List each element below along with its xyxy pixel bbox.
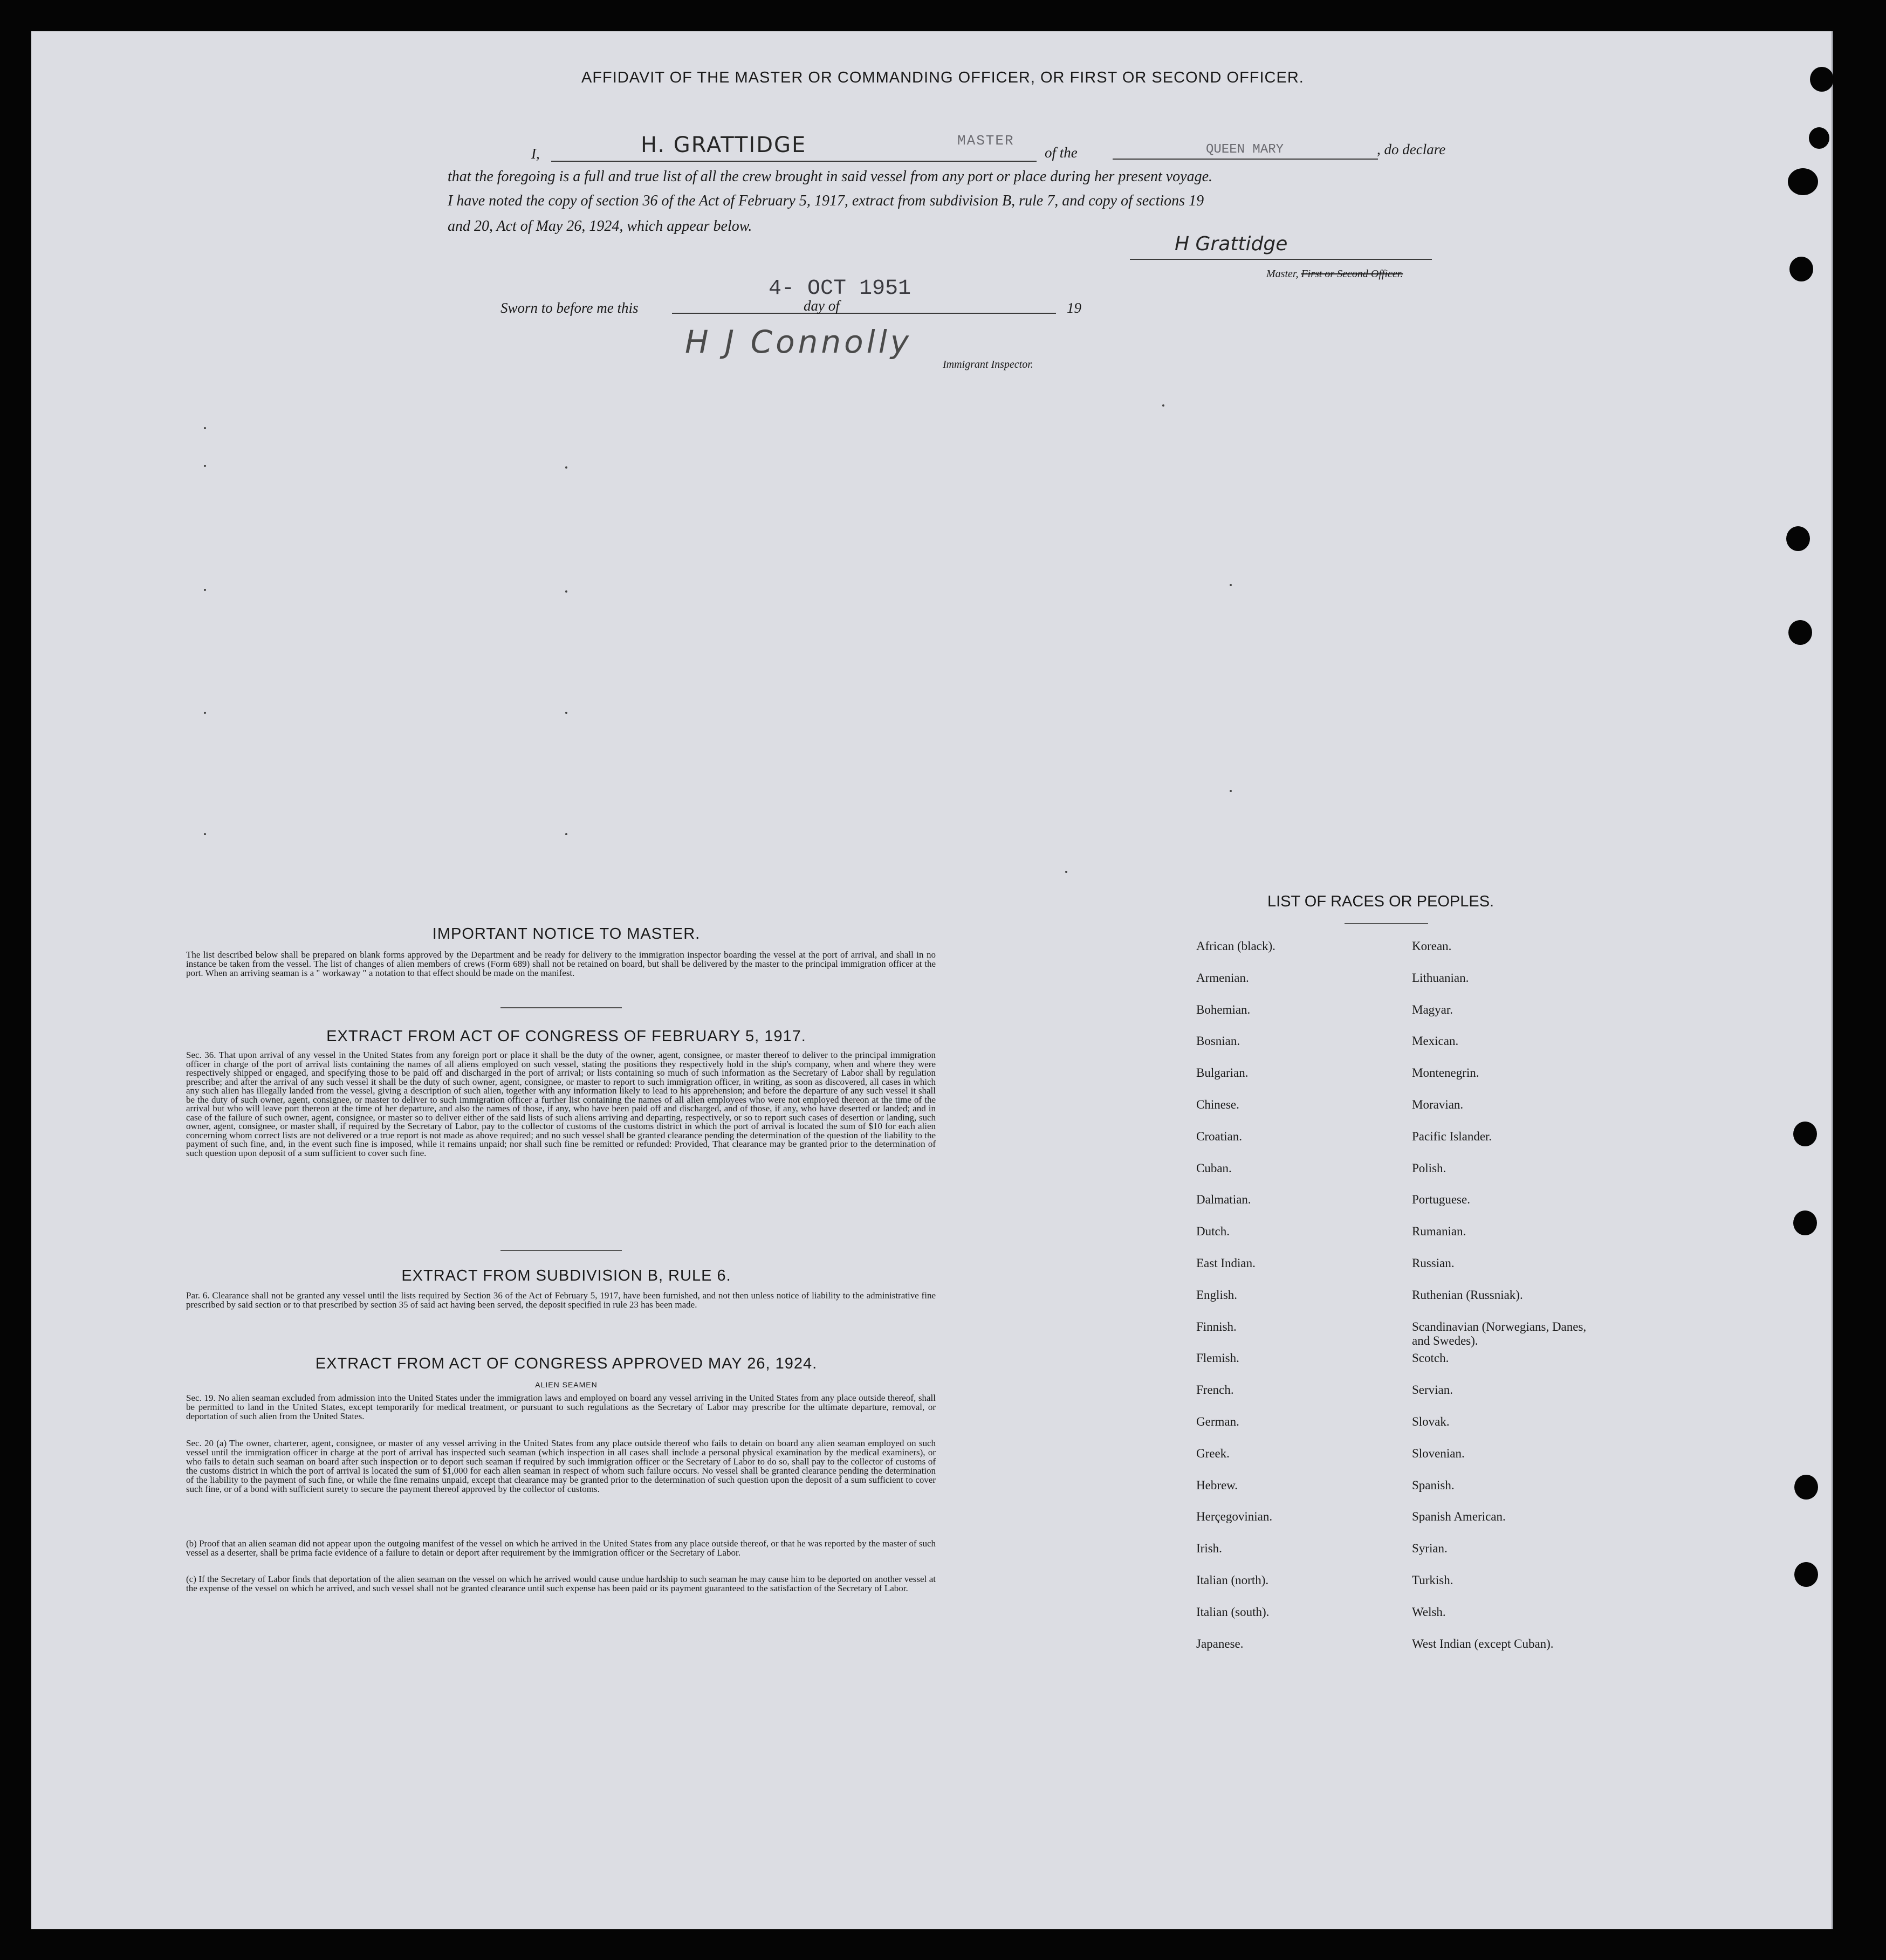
- form-dot: [565, 833, 567, 835]
- race-item: Bulgarian.: [1196, 1066, 1249, 1080]
- punch-hole: [1788, 620, 1812, 645]
- race-item: English.: [1196, 1288, 1238, 1302]
- race-item: Spanish American.: [1412, 1510, 1506, 1524]
- races-heading: LIST OF RACES OR PEOPLES.: [1267, 893, 1494, 910]
- race-item: Pacific Islander.: [1412, 1129, 1492, 1143]
- race-item: Scotch.: [1412, 1351, 1449, 1365]
- prefix-i: I,: [531, 146, 540, 162]
- form-dot: [1230, 584, 1232, 586]
- race-item: Scandinavian (Norwegians, Danes, and Swedes).: [1412, 1319, 1587, 1347]
- sec20a-body: Sec. 20 (a) The owner, charterer, agent, consignee, or master of any vessel arriving in the United States from any place outside thereof who fails to detain on board any alien seaman employed on such vessel until the immigration officer in charge at the port of arrival has inspected such seaman (which inspection in all cases shall include a personal physical examination by the medical examiners), or who fails to detain such seaman on board after such inspection or to deport such seaman if required by such immigration officer or the Secretary of Labor to do so, shall pay to the collector of customs of the customs district in which the port of arrival is located the sum of $1,000 for each alien seaman in respect of whom such failure occurs. No vessel shall be granted clearance pending the determination of the liability to the payment of such fine, or while the fine remains unpaid, except that clearance may be granted prior to the determination of such question upon the deposit of a sum sufficient to cover such fine, or of a bond with sufficient surety to secure the payment thereof approved by the collector of customs.: [186, 1438, 936, 1494]
- race-item: Mexican.: [1412, 1034, 1459, 1048]
- race-item: Bohemian.: [1196, 1002, 1251, 1016]
- affidavit-line-2: that the foregoing is a full and true list of all the crew brought in said vessel from any port or place during her present voyage.: [448, 168, 1213, 185]
- divider: [1345, 923, 1428, 924]
- rule6-heading: EXTRACT FROM SUBDIVISION B, RULE 6.: [401, 1267, 731, 1284]
- punch-hole: [1793, 1122, 1817, 1146]
- master-signature-line: [1130, 259, 1432, 260]
- race-item: Syrian.: [1412, 1542, 1448, 1556]
- punch-hole: [1793, 1211, 1817, 1235]
- punch-hole: [1786, 526, 1810, 551]
- race-item: Servian.: [1412, 1383, 1453, 1397]
- punch-hole: [1788, 168, 1818, 195]
- affidavit-title: AFFIDAVIT OF THE MASTER OR COMMANDING OFFICER, OR FIRST OR SECOND OFFICER.: [581, 69, 1304, 86]
- race-item: Italian (south).: [1196, 1605, 1270, 1619]
- punch-hole: [1789, 257, 1813, 281]
- notice-heading: IMPORTANT NOTICE TO MASTER.: [432, 925, 701, 943]
- race-item: Japanese.: [1196, 1636, 1244, 1650]
- sec20b-body: (b) Proof that an alien seaman did not appear upon the outgoing manifest of the vessel on which he arrived in the United States from any place outside thereof, or that he was reported by the master of such vessel as a deserter, shall be prima facie evidence of a failure to detain or deport after requirement by the immigration officer or the Secretary of Labor.: [186, 1538, 936, 1558]
- race-item: Cuban.: [1196, 1161, 1232, 1175]
- race-item: Montenegrin.: [1412, 1066, 1479, 1080]
- date-stamp: 4- OCT 1951: [769, 277, 911, 301]
- day-of-label: day of: [804, 298, 840, 314]
- master-name-line: [551, 161, 1037, 162]
- struck-officer-label: First or Second Officer.: [1301, 268, 1403, 280]
- race-item: Rumanian.: [1412, 1225, 1466, 1239]
- punch-hole: [1794, 1475, 1818, 1500]
- race-item: French.: [1196, 1383, 1234, 1397]
- race-item: Chinese.: [1196, 1098, 1239, 1111]
- race-item: German.: [1196, 1415, 1239, 1428]
- rank-stamp: MASTER: [957, 133, 1014, 149]
- punch-hole: [1810, 67, 1834, 92]
- sec19-body: Sec. 19. No alien seaman excluded from admission into the United States under the immigration laws and employed on board any vessel arriving in the United States from any place outside thereof, shall be permitted to land in the United States, except temporarily for medical treatment, or pursuant to such regulations as the Secretary of Labor may prescribe for the ultimate departure, removal, or deportation of such alien from the United States.: [186, 1393, 936, 1421]
- master-name: H. GRATTIDGE: [641, 133, 807, 157]
- sec20c-body: (c) If the Secretary of Labor finds that deportation of the alien seaman on the vessel on which he arrived would cause undue hardship to such seaman he may cause him to be deported on another vessel at the expense of the vessel on which he arrived, and such vessel shall not be granted clearance until such expense has been paid or its payment guaranteed to the satisfaction of the Secretary of Labor.: [186, 1574, 936, 1593]
- inspector-caption: Immigrant Inspector.: [943, 359, 1033, 370]
- punch-hole: [1809, 127, 1829, 149]
- form-dot: [204, 465, 206, 467]
- race-item: Flemish.: [1196, 1351, 1239, 1365]
- race-item: Ruthenian (Russniak).: [1412, 1288, 1523, 1302]
- race-item: Hebrew.: [1196, 1478, 1238, 1492]
- race-item: Russian.: [1412, 1256, 1455, 1270]
- race-item: Slovak.: [1412, 1415, 1450, 1428]
- inspector-signature: H J Connolly: [685, 324, 913, 360]
- race-item: East Indian.: [1196, 1256, 1256, 1270]
- race-item: West Indian (except Cuban).: [1412, 1636, 1554, 1650]
- form-dot: [204, 833, 206, 835]
- form-dot: [565, 712, 567, 714]
- form-dot: [204, 427, 206, 429]
- race-item: African (black).: [1196, 939, 1275, 953]
- race-item: Magyar.: [1412, 1002, 1453, 1016]
- master-signature: H Grattidge: [1175, 233, 1288, 255]
- divider: [500, 1250, 622, 1251]
- master-caption-label: Master,: [1266, 268, 1299, 280]
- race-item: Irish.: [1196, 1542, 1222, 1556]
- affidavit-line-3: I have noted the copy of section 36 of the Act of February 5, 1917, extract from subdivision B, rule 7, and copy of sections 19: [448, 192, 1204, 209]
- race-item: Armenian.: [1196, 971, 1249, 985]
- form-dot: [204, 712, 206, 714]
- extract-1917-heading: EXTRACT FROM ACT OF CONGRESS OF FEBRUARY 5, 1917.: [326, 1028, 806, 1045]
- document-page: [31, 31, 1833, 1929]
- vessel-line: [1113, 159, 1378, 160]
- race-item: Welsh.: [1412, 1605, 1446, 1619]
- divider: [500, 1007, 622, 1008]
- punch-hole: [1794, 1562, 1818, 1587]
- sworn-date-line: [672, 313, 1056, 314]
- race-item: Croatian.: [1196, 1129, 1242, 1143]
- race-item: Turkish.: [1412, 1573, 1453, 1587]
- race-item: Portuguese.: [1412, 1193, 1470, 1207]
- vessel-stamp: QUEEN MARY: [1206, 142, 1284, 157]
- race-item: Korean.: [1412, 939, 1452, 953]
- rule6-body: Par. 6. Clearance shall not be granted any vessel until the lists required by Section 36 of the Act of February 5, 1917, have been furnished, and not then unless notice of liability to the administrative fine prescribed by said section or to that prescribed by section 35 of said act having been served, the deposit specified in rule 23 has been made.: [186, 1290, 936, 1310]
- race-item: Spanish.: [1412, 1478, 1455, 1492]
- form-dot: [565, 466, 567, 469]
- alien-seamen-subheading: ALIEN SEAMEN: [535, 1380, 598, 1389]
- extract-1917-body: Sec. 36. That upon arrival of any vessel in the United States from any foreign port or place it shall be the duty of the owner, agent, consignee, or master thereof to deliver to the principal immigration officer in charge of the port of arrival lists containing the names of all aliens employed on such vessel, stating the positions they respectively hold in the ship's company, when and where they were respectively shipped or engaged, and specifying those to be paid off and discharged in the port of arrival; or lists containing so much of such information as the Secretary of Labor shall by regulation prescribe; and after the arrival of any such vessel it shall be the duty of such owner, agent, consignee, or master to report to such immigration officer, in writing, as soon as discovered, all cases in which any such alien has illegally landed from the vessel, giving a description of such alien, together with any information likely to lead to his apprehension; and before the departure of any such vessel it shall be the duty of such owner, agent, consignee, or master to deliver to such immigration officer a further list containing the names of all alien employees who were not employed thereon at the time of the arrival but who will leave port thereon at the time of her departure, and also the names of those, if any, who have been paid off and discharged, and of those, if any, who have deserted or landed; and in case of the failure of such owner, agent, consignee, or master so to deliver either of the said lists of such aliens arriving and departing, respectively, or so to report such cases of desertion or landing, such owner, agent, consignee, or master shall, if required by the Secretary of Labor, pay to the collector of customs of the customs district in which the port of arrival is located the sum of $10 for each alien concerning whom correct lists are not delivered or a true report is not made as above required; and no such vessel shall be granted clearance pending the determination of the question of the liability to the payment of such fine, and, in the event such fine is imposed, while it remains unpaid; nor shall such fine be remitted or refunded: Provided, That clearance may be granted prior to the determination of such question upon deposit of a sum sufficient to cover such fine.: [186, 1050, 936, 1158]
- affidavit-line-4: and 20, Act of May 26, 1924, which appear below.: [448, 218, 752, 235]
- form-dot: [1230, 790, 1232, 792]
- race-item: Greek.: [1196, 1446, 1230, 1460]
- race-item: Moravian.: [1412, 1098, 1464, 1111]
- race-item: Slovenian.: [1412, 1446, 1465, 1460]
- race-item: Bosnian.: [1196, 1034, 1240, 1048]
- do-declare-label: , do declare: [1377, 141, 1446, 157]
- race-item: Lithuanian.: [1412, 971, 1469, 985]
- of-the-label: of the: [1045, 145, 1078, 161]
- form-dot: [565, 590, 567, 593]
- race-item: Finnish.: [1196, 1319, 1237, 1333]
- race-item: Dalmatian.: [1196, 1193, 1251, 1207]
- master-caption: [1266, 268, 1403, 280]
- race-item: Polish.: [1412, 1161, 1446, 1175]
- form-dot: [1065, 871, 1067, 873]
- race-item: Dutch.: [1196, 1225, 1230, 1239]
- year-prefix: 19: [1067, 300, 1081, 316]
- extract-1924-heading: EXTRACT FROM ACT OF CONGRESS APPROVED MAY 26, 1924.: [315, 1355, 818, 1372]
- race-item: Herçegovinian.: [1196, 1510, 1273, 1524]
- form-dot: [1162, 404, 1164, 407]
- race-item: Italian (north).: [1196, 1573, 1269, 1587]
- sworn-label: Sworn to before me this: [500, 300, 639, 316]
- form-dot: [204, 589, 206, 591]
- notice-body: The list described below shall be prepared on blank forms approved by the Department and be ready for delivery to the immigration inspector boarding the vessel at the port of arrival, and shall in no instance be taken from the vessel. The list of changes of alien members of crews (Form 689) shall not be retained on board, but shall be delivered by the master to the principal immigration officer at the port. When an arriving seaman is a " workaway " a notation to that effect should be made on the manifest.: [186, 950, 936, 978]
